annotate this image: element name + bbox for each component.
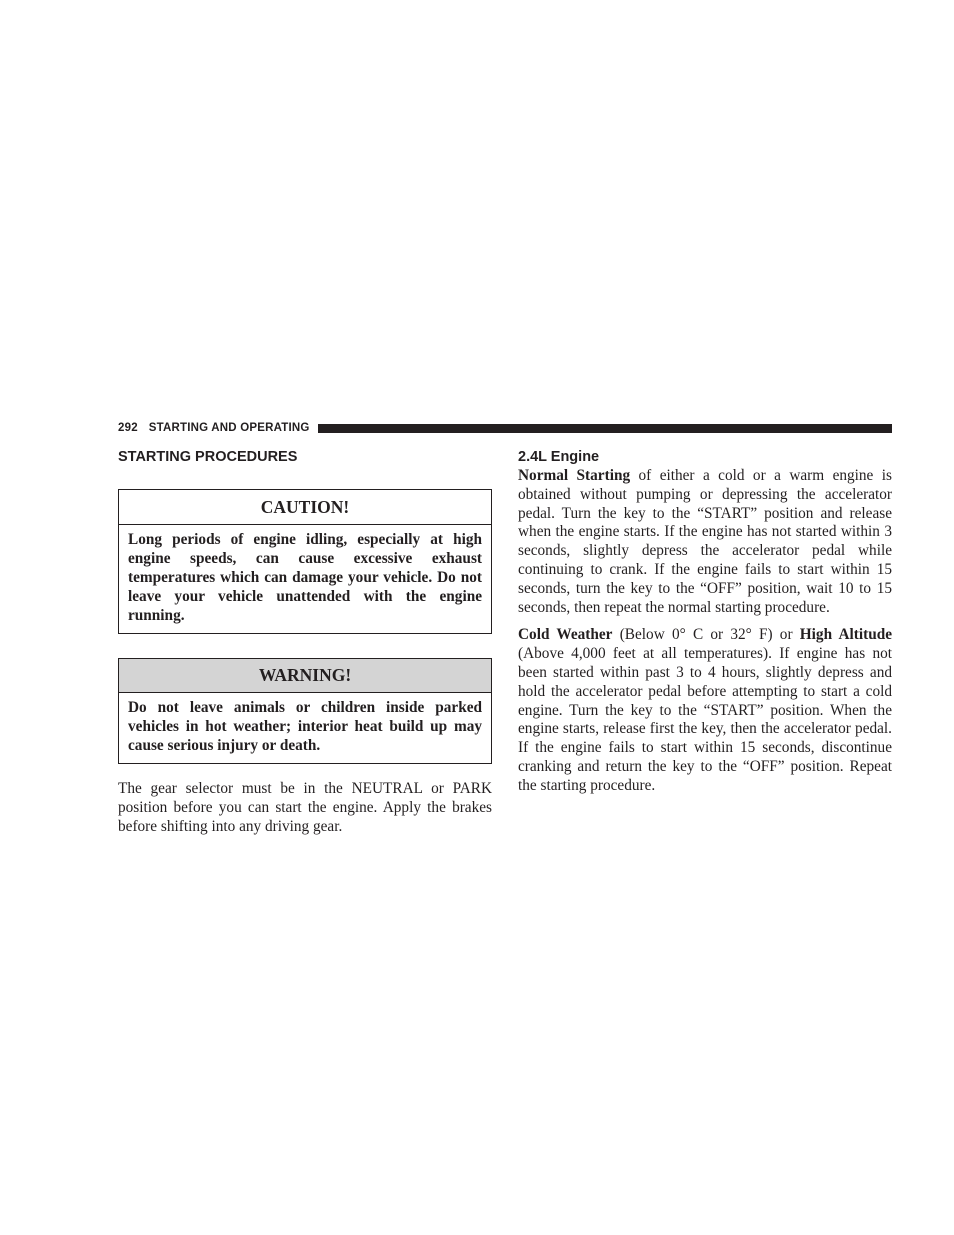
running-section-title: STARTING AND OPERATING <box>148 422 310 434</box>
normal-starting-paragraph <box>518 467 892 617</box>
caution-heading: CAUTION! <box>119 490 491 525</box>
cold-weather-paragraph <box>518 626 892 795</box>
caution-text: Long periods of engine idling, especially at high engine speeds, can cause excessive exhaust temperatures which can damage your vehicle. Do not leave your vehicle unattended with the engine running. <box>128 531 482 624</box>
left-column <box>118 448 492 836</box>
page-number: 292 <box>118 422 138 434</box>
warning-text: Do not leave animals or children inside parked vehicles in hot weather; interior heat build up may cause serious injury or death. <box>128 699 482 754</box>
high-altitude-lead: High Altitude <box>799 626 893 644</box>
header-rule <box>318 424 892 433</box>
normal-starting-lead: Normal Starting <box>518 467 631 484</box>
cold-weather-text: (Above 4,000 feet at all temperatures). If engine has not been started within past 3 to 4 hours, slightly depress and hold the accelerator pedal before attempting to start a cold engine. Turn the key to the “START” position. When the engine starts, release first the key, then the accelerator pedal. If the engine fails to start within 15 seconds, discontinue cranking and return the key to the “OFF” position. Repeat the starting procedure. <box>518 645 892 794</box>
warning-box <box>118 658 492 764</box>
normal-starting-text: of either a cold or a warm engine is obtained without pumping or depressing the accelerator pedal. Turn the key to the “START” position and release when the engine starts. If the engine has not started within 3 seconds, slightly depress the accelerator pedal while continuing to crank. If the engine fails to start within 15 seconds, turn the key to the “OFF” position, wait 10 to 15 seconds, then repeat the normal starting procedure. <box>518 467 892 616</box>
warning-heading: WARNING! <box>119 659 491 693</box>
engine-subtitle: 2.4L Engine <box>518 449 600 465</box>
section-title: STARTING PROCEDURES <box>118 449 298 465</box>
caution-box <box>118 489 492 634</box>
cold-weather-lead: Cold Weather <box>518 626 613 644</box>
cold-weather-condition: (Below 0° C or 32° F) or <box>612 626 800 644</box>
right-column <box>518 448 892 796</box>
page-header <box>118 419 892 437</box>
gear-selector-paragraph: The gear selector must be in the NEUTRAL or PARK position before you can start the engine. Apply the brakes before shifting into any driving gear. <box>118 780 492 835</box>
